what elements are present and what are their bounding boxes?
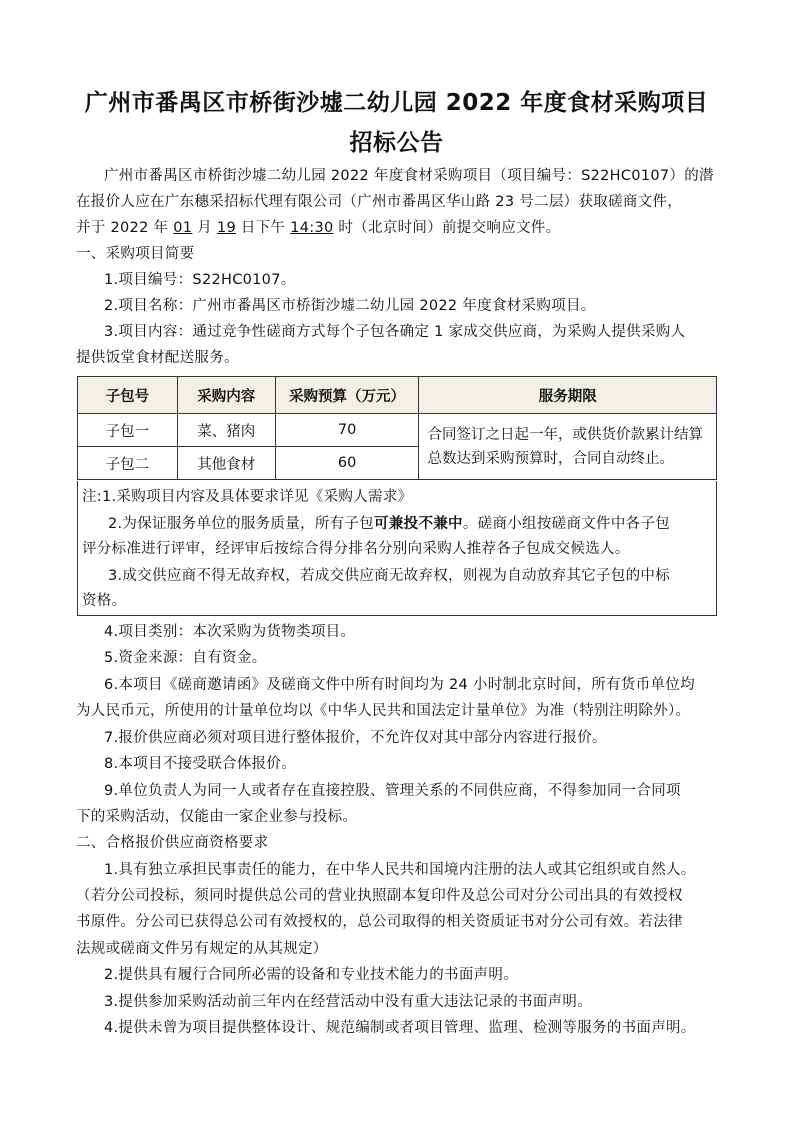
cell-content: 其他食材 — [177, 447, 275, 480]
item-4: 4.项目类别：本次采购为货物类项目。 — [104, 624, 356, 640]
item-9-line2: 下的采购活动，仅能由一家企业参与投标。 — [76, 809, 358, 825]
note-3-line1: 3.成交供应商不得无故弃权，若成交供应商无故弃权，则视为自动放弃其它子包的中标 — [108, 568, 671, 584]
section1-item-3-line1: 3.项目内容：通过竞争性磋商方式每个子包各确定 1 家成交供应商，为采购人提供采购人 — [104, 324, 686, 340]
item-5: 5.资金来源：自有资金。 — [104, 650, 267, 666]
qualification-1-line1: 1.具有独立承担民事责任的能力，在中华人民共和国境内注册的法人或其它组织或自然人。 — [104, 862, 696, 878]
note-1: 注:1.采购项目内容及具体要求详见《采购人需求》 — [82, 489, 413, 505]
intro-line-1: 广州市番禺区市桥街沙墟二幼儿园 2022 年度食材采购项目（项目编号：S22HC0107）的潜 — [104, 168, 714, 184]
section1-item-2: 2.项目名称：广州市番禺区市桥街沙墟二幼儿园 2022 年度食材采购项目。 — [104, 298, 596, 314]
section1-heading: 一、采购项目简要 — [76, 246, 195, 262]
header-package: 子包号 — [78, 377, 178, 414]
cell-budget: 70 — [275, 414, 419, 447]
note-2-line2: 评分标准进行评审，经评审后按综合得分排名分别向采购人推荐各子包成交候选人。 — [82, 541, 630, 557]
qualification-1-line3: 书原件。分公司已获得总公司有效授权的，总公司取得的相关资质证书对分公司有效。若法律 — [76, 914, 683, 930]
deadline-time: 14:30 — [290, 220, 334, 236]
table-header-row — [78, 377, 717, 414]
qualification-3: 3.提供参加采购活动前三年内在经营活动中没有重大违法记录的书面声明。 — [104, 994, 593, 1010]
document-subtitle: 招标公告 — [349, 130, 444, 156]
document-title: 广州市番禺区市桥街沙墟二幼儿园 2022 年度食材采购项目 — [84, 90, 709, 116]
qualification-4: 4.提供未曾为项目提供整体设计、规范编制或者项目管理、监理、检测等服务的书面声明。 — [104, 1020, 696, 1036]
cell-budget: 60 — [275, 447, 419, 480]
item-9-line1: 9.单位负责人为同一人或者存在直接控股、管理关系的不同供应商，不得参加同一合同项 — [104, 783, 681, 799]
qualification-1-line4: 法规或磋商文件另有规定的从其规定） — [76, 941, 328, 957]
note-2-text-b: 。磋商小组按磋商文件中各子包 — [462, 516, 671, 532]
table-notes — [77, 481, 717, 616]
section2-heading: 二、合格报价供应商资格要求 — [76, 835, 269, 851]
cell-content: 菜、猪肉 — [177, 414, 275, 447]
intro-line-2: 在报价人应在广东穗采招标代理有限公司（广州市番禺区华山路 23 号二层）获取磋商文件， — [76, 194, 683, 210]
section1-item-1: 1.项目编号：S22HC0107。 — [104, 272, 296, 288]
header-service-period: 服务期限 — [419, 377, 717, 414]
item-7: 7.报价供应商必须对项目进行整体报价，不允许仅对其中部分内容进行报价。 — [104, 730, 607, 746]
intro-day-suffix: 日下午 — [235, 220, 291, 236]
table-row — [78, 414, 717, 447]
note-2-text-a: 2.为保证服务单位的服务质量，所有子包 — [108, 516, 375, 532]
header-content: 采购内容 — [177, 377, 275, 414]
qualification-2: 2.提供具有履行合同所必需的设备和专业技术能力的书面声明。 — [104, 967, 519, 983]
package-table — [77, 376, 717, 480]
cell-package: 子包一 — [78, 414, 178, 447]
item-6-line1: 6.本项目《磋商邀请函》及磋商文件中所有时间均为 24 小时制北京时间，所有货币单位均 — [104, 677, 695, 693]
intro-month-suffix: 月 — [192, 220, 217, 236]
header-budget: 采购预算（万元） — [275, 377, 419, 414]
intro-deadline-prefix: 并于 2022 年 — [76, 220, 174, 236]
cell-service-period: 合同签订之日起一年，或供货价款累计结算总数达到采购预算时，合同自动终止。 — [419, 414, 717, 480]
section1-item-3-line2: 提供饭堂食材配送服务。 — [76, 350, 239, 366]
note-3-line2: 资格。 — [82, 593, 127, 609]
item-6-line2: 为人民币元，所使用的计量单位均以《中华人民共和国法定计量单位》为准（特别注明除外）。 — [76, 703, 691, 719]
cell-package: 子包二 — [78, 447, 178, 480]
intro-line-3 — [76, 218, 560, 238]
item-8: 8.本项目不接受联合体报价。 — [104, 756, 297, 772]
deadline-day: 19 — [216, 220, 236, 236]
intro-deadline-suffix: 时（北京时间）前提交响应文件。 — [333, 220, 561, 236]
deadline-month: 01 — [173, 220, 193, 236]
note-2-emphasis: 可兼投不兼中 — [374, 516, 463, 532]
qualification-1-line2: （若分公司投标，须同时提供总公司的营业执照副本复印件及总公司对分公司出具的有效授权 — [76, 888, 683, 904]
note-2-line1 — [108, 514, 670, 534]
